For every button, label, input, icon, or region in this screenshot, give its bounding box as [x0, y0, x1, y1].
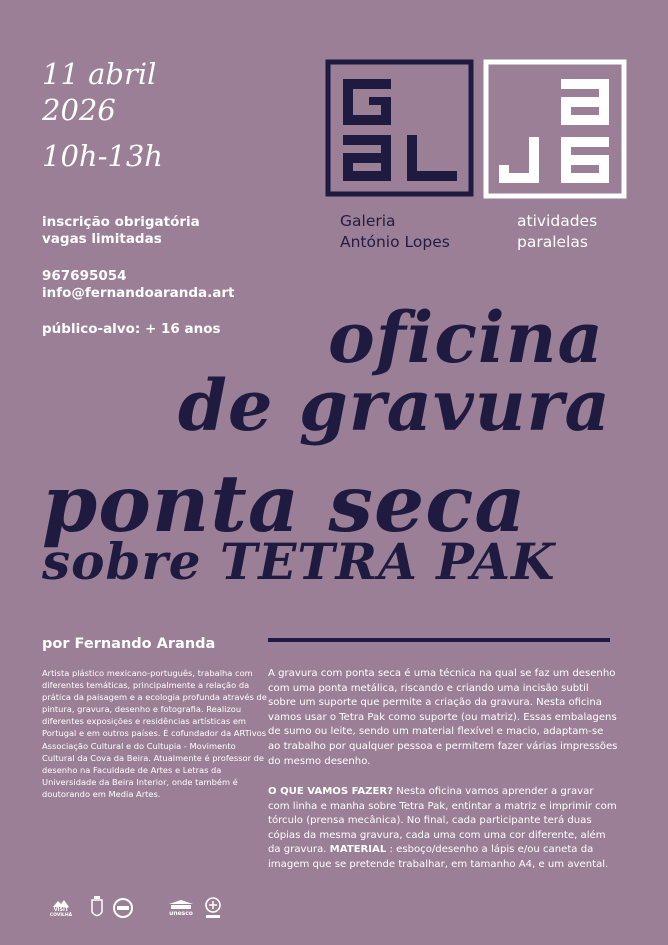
covilha-text: COVILHÃ: [49, 912, 73, 918]
section-divider: [268, 638, 610, 642]
author-bio: Artista plástico mexicano-português, trabalha com diferentes temáticas, principalmente a relação da prática da paisagem e a ecologia profunda através de pintura, gravura, desenho e fotografia. Realizou diferentes exposições e residências artísticas em Portugal e em outros países. É cofundador da ARTivos Associação Cultural e do Cultupia - Movimento Cultural da Cova da Beira. Atualmente é professor de desenho na Faculdade de Artes e Letras da Universidade da Beira Interior, onde também é doutorando em Media Artes.: [42, 668, 267, 799]
visit-covilha-logo: [40, 899, 82, 918]
limited-places: vagas limitadas: [42, 231, 162, 247]
event-time: 10h-13h: [42, 139, 163, 173]
temple-icon: [168, 900, 194, 910]
contact-info: [42, 268, 234, 302]
municipal-crest-icon: [90, 896, 104, 920]
university-crest-icon: [202, 896, 224, 920]
title-line-3: ponta seca: [42, 457, 527, 550]
workshop-description: A gravura com ponta seca é uma técnica na qual se faz um desenho com uma ponta metálica, riscando e criando uma incisão subtil sobre um suporte que permite a criação da gravura. Nesta oficina vamos usar o Tetra Pak como suporte (ou matriz). Essas embalagens de sumo ou leite, sendo um material flexível e macio, adaptam-se ao trabalho por qualquer pessoa e permitem fazer várias impressões do mesmo desenho.: [268, 668, 618, 767]
artivos-logo-icon: [112, 897, 134, 919]
date-day-month: 11 abril: [42, 57, 157, 91]
phone-number[interactable]: 967695054: [42, 268, 127, 284]
gallery-logo: [325, 59, 429, 187]
gallery-name: [340, 211, 450, 253]
activities-logo-mark: [483, 59, 627, 199]
sponsor-logos: [40, 893, 250, 923]
activities-name-line2: paralelas: [517, 233, 588, 251]
material-text: : esboço/desenho a lápis e/ou caneta da imagem que se pretende trabalhar, em tamanho A4, e um avental.: [268, 844, 609, 870]
workshop-activities: [268, 785, 618, 873]
activities-heading: O QUE VAMOS FAZER?: [268, 786, 394, 797]
gallery-name-line2: António Lopes: [340, 233, 450, 251]
visit-text: VISIT: [53, 906, 69, 913]
author-name: por Fernando Aranda: [42, 636, 216, 652]
event-date: [42, 56, 163, 174]
date-year: 2026: [42, 93, 116, 127]
title-line-2: de gravura: [178, 364, 611, 447]
activities-text: Nesta oficina vamos aprender a gravar com linha e manha sobre Tetra Pak, entintar a matriz e imprimir com tórculo (prensa mecânica). No final, cada participante terá duas cópias da mesma gravura, cada uma com uma cor diferente, além da gravura.: [268, 786, 617, 856]
unesco-text: unesco: [169, 909, 193, 917]
gallery-logo-mark: [325, 59, 474, 197]
target-audience: público-alvo: + 16 anos: [42, 321, 221, 337]
title-line-1: oficina: [328, 296, 604, 379]
activities-name-line1: atividades: [517, 212, 598, 230]
unesco-logo: [168, 900, 194, 917]
email-address[interactable]: info@fernandoaranda.art: [42, 285, 235, 301]
cultupia-logo-icon: [142, 897, 160, 919]
registration-info: [42, 214, 200, 248]
gallery-name-line1: Galeria: [340, 212, 396, 230]
registration-required: inscrição obrigatória: [42, 214, 200, 230]
activities-name: [517, 211, 597, 253]
material-heading: MATERIAL: [329, 844, 387, 856]
mountain-icon: [53, 899, 69, 907]
activities-logo: [483, 59, 627, 203]
title-line-4: sobre TETRA PAK: [42, 532, 556, 591]
